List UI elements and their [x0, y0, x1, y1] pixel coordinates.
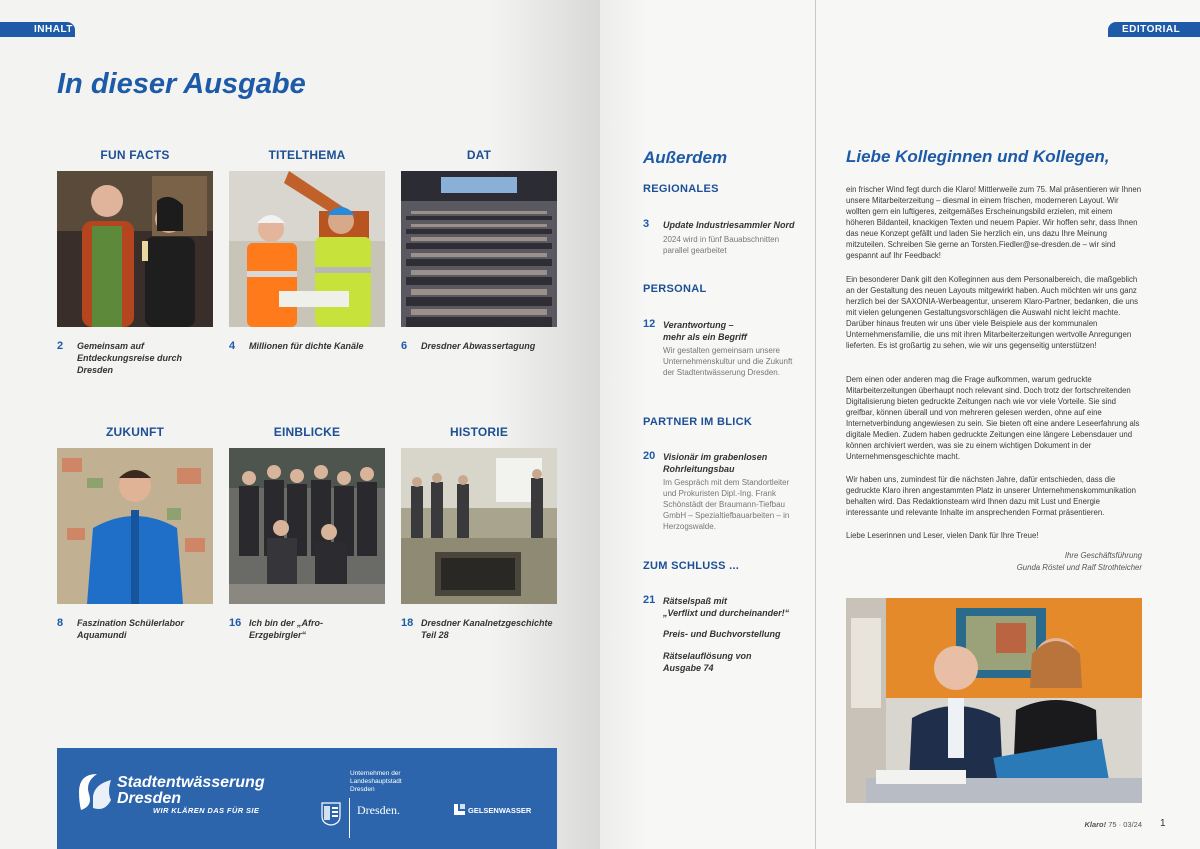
partner-logo-text: GELSENWASSER	[468, 806, 532, 815]
toc-item-title-line: Rätselspaß mit	[663, 596, 728, 606]
toc-item-title-line: Ausgabe 74	[663, 663, 714, 673]
feature-title[interactable]: Dresdner Abwassertagung	[421, 341, 536, 351]
feature-title[interactable]: Faszination Schülerlabor Aquamundi	[77, 618, 185, 640]
owner-note	[350, 770, 430, 794]
editorial-paragraph: Ein besonderer Dank gilt den Kolleginnen aus dem Personalbereich, die maßgeblich an der Gestaltung des neuen Layouts mitgewirkt haben. Auch möchten wir uns ganz herzlich bei der SAXONIA-Werbeagentur, unserem Klaro-Partner, bedanken, die uns mit vielen gelungenen Gestaltungsvorschlägen die Auswahl nicht leicht machte. Darüber hinaus freuten wir uns über viele Beispiele aus der kommunalen Unternehmensfamilie, die uns mit ihren Mitarbeiterzeitungen wertvolle Anregungen lieferten. Es ist großartig zu sehen, wie wir uns gegenseitig unterstützen!	[846, 275, 1138, 350]
logo-separator	[349, 798, 350, 838]
feature-section-title: ZUKUNFT	[105, 425, 165, 439]
signature-names: Gunda Röstel und Ralf Strothteicher	[1016, 563, 1142, 572]
feature-section-title: HISTORIE	[449, 425, 509, 439]
brand-slogan: WIR KLÄREN DAS FÜR SIE	[153, 806, 260, 815]
photo-managing-directors	[846, 598, 1142, 803]
toc-page-number: 21	[643, 594, 656, 606]
editorial-paragraph: Dem einen oder anderen mag die Frage aufkommen, warum gedruckte Mitarbeiterzeitungen überhaupt noch relevant sind. Doch trotz der fortschreitenden Digitalisierung bieten gedruckte Zeitungen nach wie vor viele Vorteile. Sie sind greifbar, können überall und von mehreren gelesen werden, ohne auf eine Internetverbindung angewiesen zu sein. Sie bieten oft eine andere Leseerfahrung als digitale Medien. Zudem haben gedruckte Zeitungen eine längere Lebensdauer und können archiviert werden, was sie zu einem wichtigen Dokument in der Unternehmensgeschichte macht.	[846, 375, 1140, 461]
feature-title[interactable]: Millionen für dichte Kanäle	[249, 341, 364, 351]
photo-manhole-historic	[401, 448, 557, 604]
toc-item-title[interactable]	[663, 595, 803, 619]
feature-page-number: 4	[229, 340, 236, 352]
section-tag-inhalt: INHALT	[0, 22, 75, 37]
feature-title[interactable]: Gemeinsam auf Entdeckungsreise durch Dresden	[77, 341, 183, 375]
feature-title[interactable]: Dresdner Kanalnetzgeschichte Teil 28	[421, 618, 553, 640]
brand-name-line: Stadtentwässerung	[117, 774, 265, 791]
page-number: 1	[1160, 818, 1166, 829]
toc-page-number: 3	[643, 218, 650, 230]
toc-item-title-line: Rohrleitungsbau	[663, 464, 735, 474]
feature-section-title: DAT	[466, 148, 492, 162]
feature-page-number: 8	[57, 617, 64, 629]
water-drop-logo-icon	[71, 770, 115, 814]
editorial-paragraph: Liebe Leserinnen und Leser, vielen Dank für Ihre Treue!	[846, 531, 1039, 540]
toc-item-title[interactable]	[663, 650, 803, 674]
toc-page-number: 12	[643, 318, 656, 330]
toc-item-title[interactable]	[663, 451, 803, 475]
page-footer	[1084, 820, 1142, 829]
feature-section-title: EINBLICKE	[273, 425, 341, 439]
feature-page-number: 16	[229, 617, 242, 629]
owner-note-line: Unternehmen der	[350, 770, 401, 777]
page-headline: In dieser Ausgabe	[57, 68, 306, 100]
editorial-paragraph: ein frischer Wind fegt durch die Klaro! Mittlerweile zum 75. Mal präsentieren wir Ihnen unsere Mitarbeiterzeitung – diesmal in einem frischen, moderneren Layout. Wir wollten gern ein luftigeres, zeitgemäßes Erscheinungsbild erzielen, mit einem höheren Bildanteil, knackigen Texten und neuem Papier. Wir hoffen sehr, dass Ihnen das neue Konzept gefällt und laden Sie herzlich ein, uns dazu Ihre Meinung mitzuteilen. Schreiben Sie gerne an Torsten.Fiedler@se-dresden.de – wir sind gespannt auf Ihr Feedback!	[846, 185, 1142, 260]
toc-item-title-line: Verantwortung –	[663, 320, 734, 330]
brand-name-line: Dresden	[117, 790, 182, 807]
toc-section-title: PERSONAL	[643, 283, 707, 295]
toc-item-desc: Im Gespräch mit dem Standortleiter und Prokuristen Dipl.-Ing. Frank Schönstädt der Braumann-Tiefbau GmbH – Spezialtiefbauarbeiten – in Herzogswalde.	[663, 478, 790, 531]
brand-banner	[57, 748, 557, 849]
toc-item-desc: Wir gestalten gemeinsam unsere Unternehmenskultur und die Zukunft der Stadtentwässerung Dresden.	[663, 346, 793, 377]
editorial-title: Liebe Kolleginnen und Kollegen,	[846, 147, 1110, 166]
photo-construction-site	[229, 171, 385, 327]
feature-section-title: TITELTHEMA	[268, 148, 346, 162]
feature-page-number: 18	[401, 617, 414, 629]
toc-section-title: ZUM SCHLUSS ...	[643, 560, 740, 572]
toc-section-title: PARTNER IM BLICK	[643, 416, 753, 428]
toc-item-title[interactable]: Update Industriesammler Nord	[663, 220, 795, 230]
toc-item-desc: 2024 wird in fünf Bauabschnitten parallel gearbeitet	[663, 235, 780, 255]
toc-item-title[interactable]	[663, 319, 803, 343]
signature-line: Ihre Geschäftsführung	[1064, 551, 1142, 560]
magazine-name: Klaro!	[1084, 820, 1107, 829]
toc-item-title-line: Rätselauflösung von	[663, 651, 752, 661]
ausserdem-title: Außerdem	[643, 148, 728, 167]
toc-item-title[interactable]: Preis- und Buchvorstellung	[663, 629, 781, 639]
issue-number: 75 · 03/24	[1108, 820, 1142, 829]
column-divider	[815, 0, 816, 849]
brand-name	[117, 775, 265, 807]
toc-section-title: REGIONALES	[643, 183, 719, 195]
owner-note-line: Dresden	[350, 786, 375, 793]
editorial-paragraph: Wir haben uns, zumindest für die nächsten Jahre, dafür entschieden, dass die gedruckte Klaro ihren angestammten Platz in unserer Unternehmenskommunikation behalten wird. Das Redaktionsteam wird Ihnen dazu mit Lust und Energie interessante und relevante Inhalte im ansprechenden Format präsentieren.	[846, 475, 1136, 517]
section-tag-editorial: EDITORIAL	[1108, 22, 1200, 37]
toc-item-title-line: „Verflixt und durcheinander!“	[663, 608, 790, 618]
photo-young-man-blue-jacket	[57, 448, 213, 604]
coat-of-arms-icon	[321, 802, 341, 826]
city-logo-text: Dresden.	[357, 803, 400, 817]
owner-note-line: Landeshauptstadt	[350, 778, 402, 785]
feature-title[interactable]: Ich bin der „Afro-Erzgebirgler“	[249, 618, 323, 640]
gelsenwasser-logo-icon	[453, 803, 466, 816]
feature-page-number: 6	[401, 340, 408, 352]
toc-item-title-line: mehr als ein Begriff	[663, 332, 747, 342]
toc-item-title-line: Visionär im grabenlosen	[663, 452, 768, 462]
photo-group	[229, 448, 385, 604]
feature-page-number: 2	[57, 340, 64, 352]
feature-section-title: FUN FACTS	[100, 148, 170, 162]
photo-conference-hall	[401, 171, 557, 327]
photo-two-people-toasting	[57, 171, 213, 327]
toc-page-number: 20	[643, 450, 656, 462]
